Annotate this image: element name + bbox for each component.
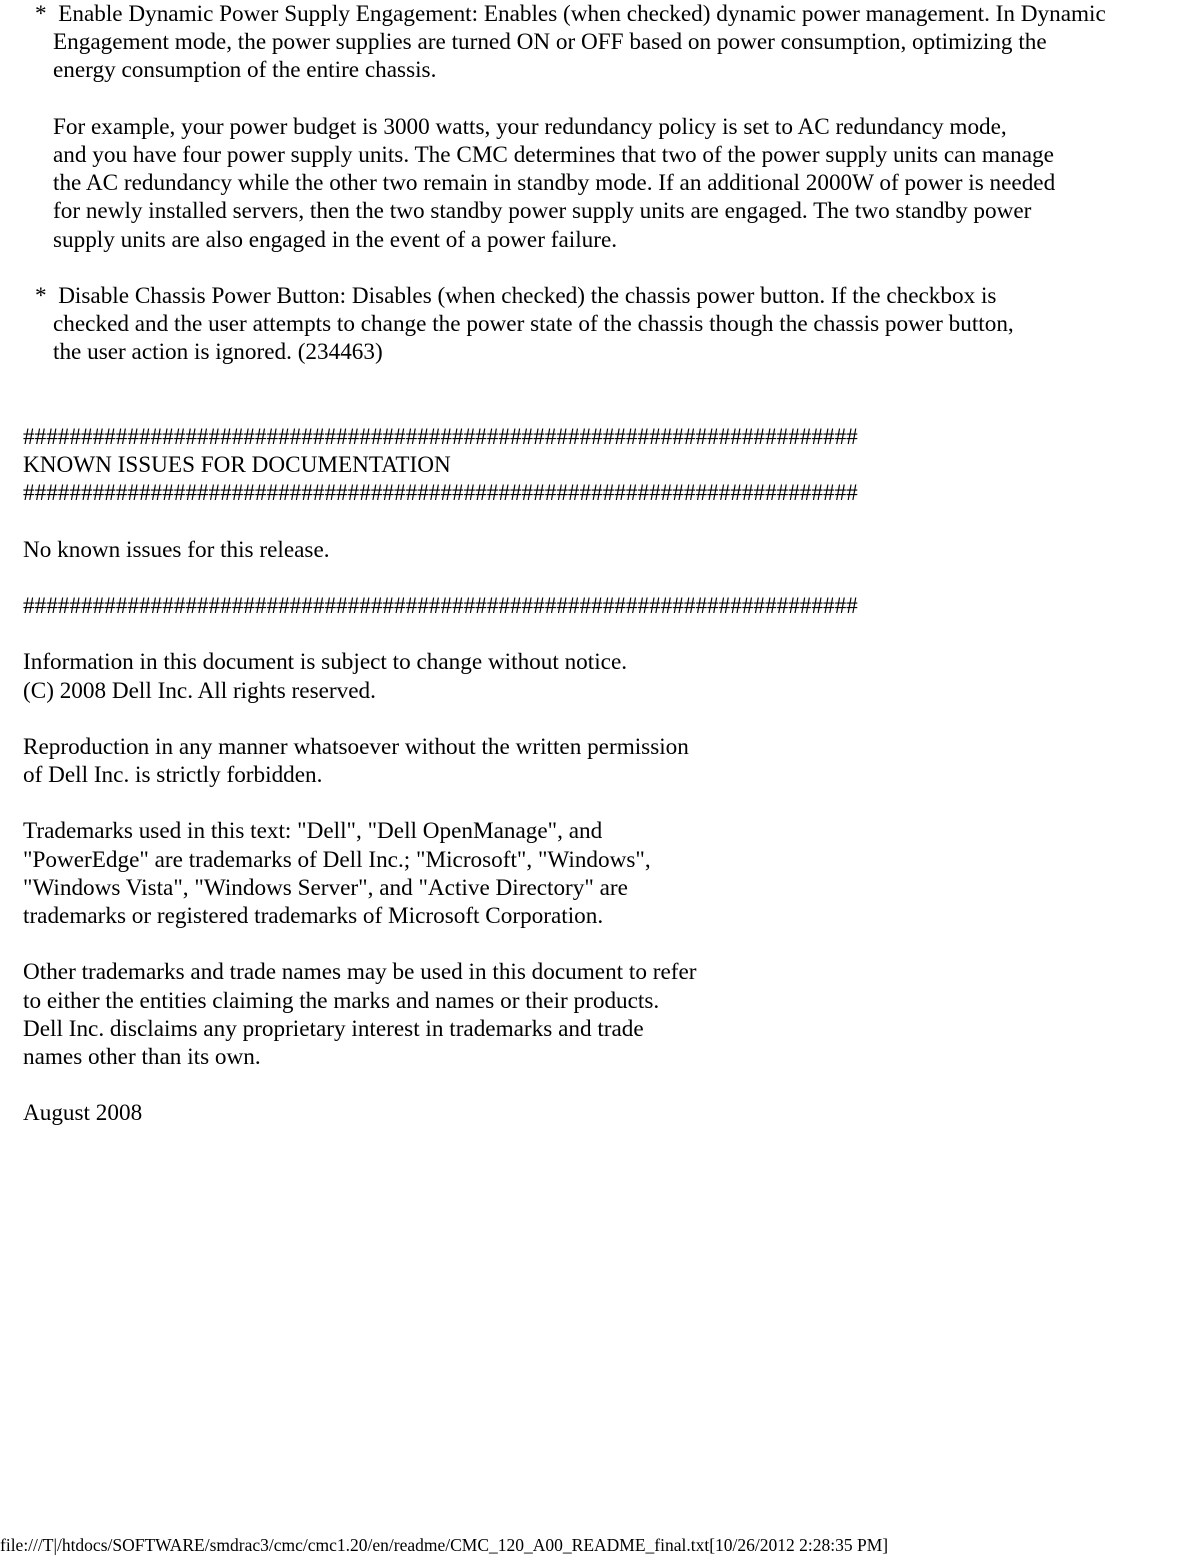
bullet-line: * Disable Chassis Power Button: Disables (when checked) the chassis power button. If the checkbox is: [35, 282, 997, 309]
blank-line: [0, 1071, 1196, 1099]
blank-line: [0, 930, 1196, 958]
bullet-line: checked and the user attempts to change the power state of the chassis though the chassis power button,: [53, 311, 1014, 338]
other-trademark-line: Other trademarks and trade names may be used in this document to refer: [23, 959, 697, 986]
blank-line: [0, 85, 1196, 113]
trademark-line: trademarks or registered trademarks of Microsoft Corporation.: [23, 903, 604, 929]
hash-rule: ########################################################################: [23, 592, 858, 619]
blank-line: [0, 564, 1196, 592]
blank-line: [0, 254, 1196, 282]
bullet-line: energy consumption of the entire chassis.: [53, 57, 437, 84]
reproduction-line: Reproduction in any manner whatsoever without the written permission: [23, 733, 689, 760]
section-title: KNOWN ISSUES FOR DOCUMENTATION: [23, 452, 451, 478]
blank-line: [0, 507, 1196, 535]
legal-section: [0, 592, 1196, 1128]
reproduction-line: of Dell Inc. is strictly forbidden.: [23, 762, 323, 789]
bullet-line: Engagement mode, the power supplies are turned ON or OFF based on power consumption, optimizing the: [53, 29, 1047, 56]
blank-line: [0, 366, 1196, 394]
bullet-disable-chassis-power-button: [0, 282, 1196, 367]
hash-rule: ########################################################################: [23, 480, 858, 507]
other-trademark-line: Dell Inc. disclaims any proprietary interest in trademarks and trade: [23, 1015, 644, 1042]
trademark-line: "PowerEdge" are trademarks of Dell Inc.; "Microsoft", "Windows",: [23, 846, 651, 873]
other-trademark-line: names other than its own.: [23, 1043, 261, 1070]
example-line: and you have four power supply units. The CMC determines that two of the power supply units can manage: [53, 141, 1054, 168]
example-line: the AC redundancy while the other two remain in standby mode. If an additional 2000W of power is needed: [53, 170, 1056, 197]
notice-line: Information in this document is subject to change without notice.: [23, 649, 628, 676]
example-line: supply units are also engaged in the event of a power failure.: [53, 226, 618, 253]
example-line: for newly installed servers, then the two standby power supply units are engaged. The two standby power: [53, 198, 1032, 225]
bullet-line: * Enable Dynamic Power Supply Engagement: Enables (when checked) dynamic power management. In Dynamic: [35, 1, 1106, 27]
bullet-line: the user action is ignored. (234463): [53, 339, 383, 366]
hash-rule: ########################################################################: [23, 423, 858, 450]
other-trademark-line: to either the entities claiming the marks and names or their products.: [23, 987, 660, 1014]
blank-line: [0, 705, 1196, 733]
print-footer-path: file:///T|/htdocs/SOFTWARE/smdrac3/cmc/cmc1.20/en/readme/CMC_120_A00_README_final.txt[10/26/2012 2:28:35 PM]: [0, 1535, 889, 1555]
known-issues-text: No known issues for this release.: [23, 536, 330, 563]
example-line: For example, your power budget is 3000 watts, your redundancy policy is set to AC redundancy mode,: [53, 113, 1007, 140]
trademark-line: Trademarks used in this text: "Dell", "Dell OpenManage", and: [23, 818, 603, 845]
copyright-line: (C) 2008 Dell Inc. All rights reserved.: [23, 677, 376, 704]
trademark-line: "Windows Vista", "Windows Server", and "Active Directory" are: [23, 874, 628, 901]
known-issues-section: [0, 423, 1196, 564]
blank-line: [0, 620, 1196, 648]
blank-line: [0, 395, 1196, 423]
bullet-dynamic-power-engagement: [0, 0, 1196, 254]
blank-line: [0, 789, 1196, 817]
document-date: August 2008: [23, 1100, 143, 1127]
